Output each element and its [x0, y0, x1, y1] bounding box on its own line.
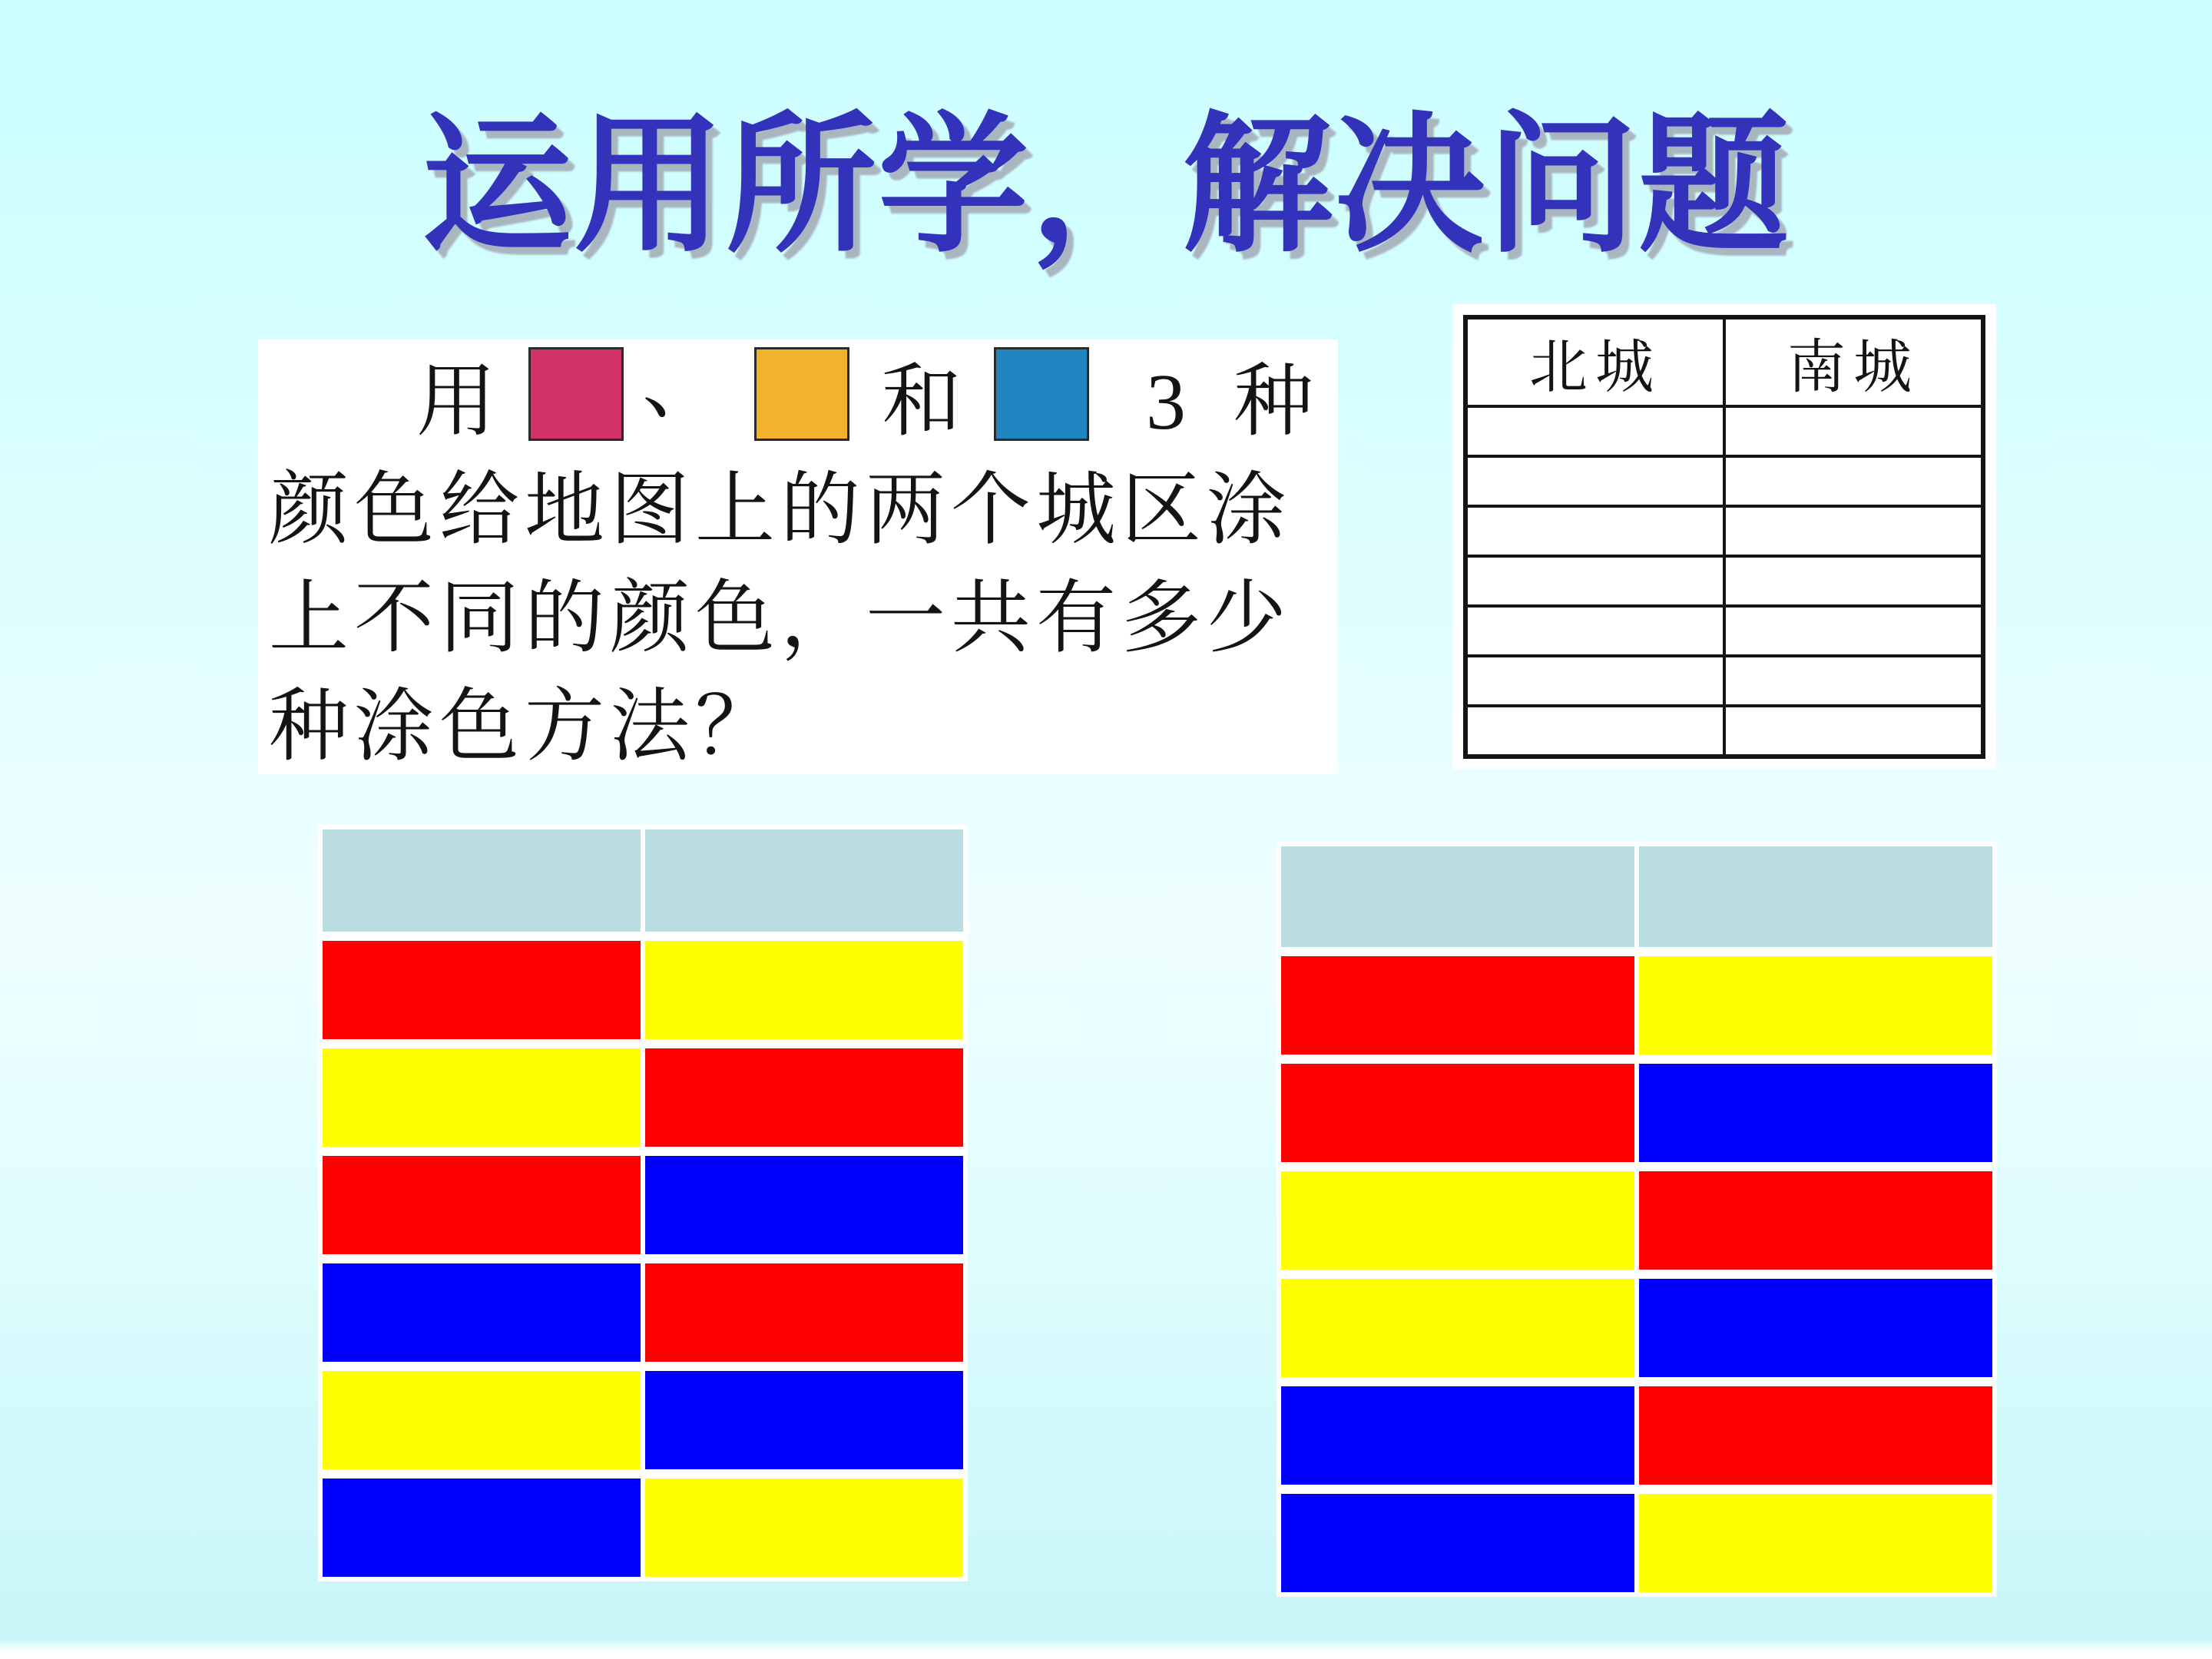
answer-table-header-north: 北城 — [1465, 317, 1724, 406]
grid-header-cell — [645, 830, 963, 932]
pink-color-swatch — [528, 347, 624, 441]
answer-table-row — [1465, 506, 1983, 556]
grid-cell-yellow — [645, 941, 963, 1039]
answer-table-empty-cell — [1724, 506, 1983, 556]
grid-cell-yellow — [1639, 956, 1992, 1055]
problem-line1-comma: 、 — [642, 340, 723, 429]
problem-line-3: 上不同的颜色，一共有多少 — [269, 574, 1293, 663]
answer-table-empty-cell — [1465, 606, 1724, 656]
grid-cell-red — [323, 1156, 641, 1254]
grid-header-cell — [1281, 846, 1634, 947]
answer-table-empty-cell — [1465, 456, 1724, 506]
answer-table-empty-cell — [1465, 656, 1724, 706]
answer-table-row — [1465, 656, 1983, 706]
answer-table-empty-cell — [1465, 506, 1724, 556]
answer-table-empty-cell — [1724, 456, 1983, 506]
grid-cell-blue — [645, 1156, 963, 1254]
grid-cell-red — [645, 1263, 963, 1362]
combination-grid-left — [318, 825, 968, 1581]
problem-line-2: 颜色给地图上的两个城区涂 — [269, 465, 1293, 555]
grid-cell-yellow — [1639, 1494, 1992, 1592]
grid-cell-red — [1639, 1171, 1992, 1270]
answer-table-empty-cell — [1465, 706, 1724, 757]
answer-table-header-row — [1465, 317, 1983, 406]
answer-table-row — [1465, 606, 1983, 656]
problem-line-4: 种涂色方法？ — [269, 682, 781, 771]
answer-table-header-south: 南城 — [1724, 317, 1983, 406]
grid-cell-blue — [323, 1263, 641, 1362]
problem-line1-suffix: 3 种 — [1146, 357, 1328, 446]
grid-cell-red — [1281, 956, 1634, 1055]
problem-line-1 — [269, 339, 1327, 448]
combination-grid-right — [1277, 842, 1997, 1597]
blue-color-swatch — [994, 347, 1089, 441]
answer-table-empty-cell — [1724, 656, 1983, 706]
grid-cell-yellow — [645, 1479, 963, 1577]
answer-table-row — [1465, 706, 1983, 757]
grid-cell-blue — [1639, 1064, 1992, 1162]
answer-table-body — [1465, 406, 1983, 757]
grid-cell-blue — [1281, 1386, 1634, 1485]
answer-table-wrap — [1452, 304, 1996, 770]
problem-statement — [258, 339, 1338, 774]
answer-table-empty-cell — [1724, 706, 1983, 757]
grid-header-cell — [1639, 846, 1992, 947]
grid-cell-yellow — [323, 1048, 641, 1147]
grid-cell-blue — [1281, 1494, 1634, 1592]
answer-table — [1463, 315, 1985, 759]
answer-table-empty-cell — [1724, 406, 1983, 456]
grid-cell-yellow — [1281, 1171, 1634, 1270]
grid-header-cell — [323, 830, 641, 932]
answer-table-empty-cell — [1465, 556, 1724, 606]
grid-cell-blue — [323, 1479, 641, 1577]
grid-cell-yellow — [323, 1371, 641, 1469]
grid-cell-red — [645, 1048, 963, 1147]
grid-cell-yellow — [1281, 1279, 1634, 1377]
answer-table-row — [1465, 556, 1983, 606]
answer-table-row — [1465, 456, 1983, 506]
problem-line1-prefix: 用 — [416, 357, 497, 446]
answer-table-empty-cell — [1465, 406, 1724, 456]
answer-table-empty-cell — [1724, 556, 1983, 606]
problem-line1-and: 和 — [882, 357, 962, 446]
answer-table-row — [1465, 406, 1983, 456]
grid-cell-red — [1281, 1064, 1634, 1162]
grid-cell-red — [1639, 1386, 1992, 1485]
grid-cell-blue — [645, 1371, 963, 1469]
yellow-color-swatch — [754, 347, 849, 441]
page-title: 运用所学，解决问题 — [421, 104, 1790, 270]
grid-cell-red — [323, 941, 641, 1039]
grid-cell-blue — [1639, 1279, 1992, 1377]
answer-table-empty-cell — [1724, 606, 1983, 656]
